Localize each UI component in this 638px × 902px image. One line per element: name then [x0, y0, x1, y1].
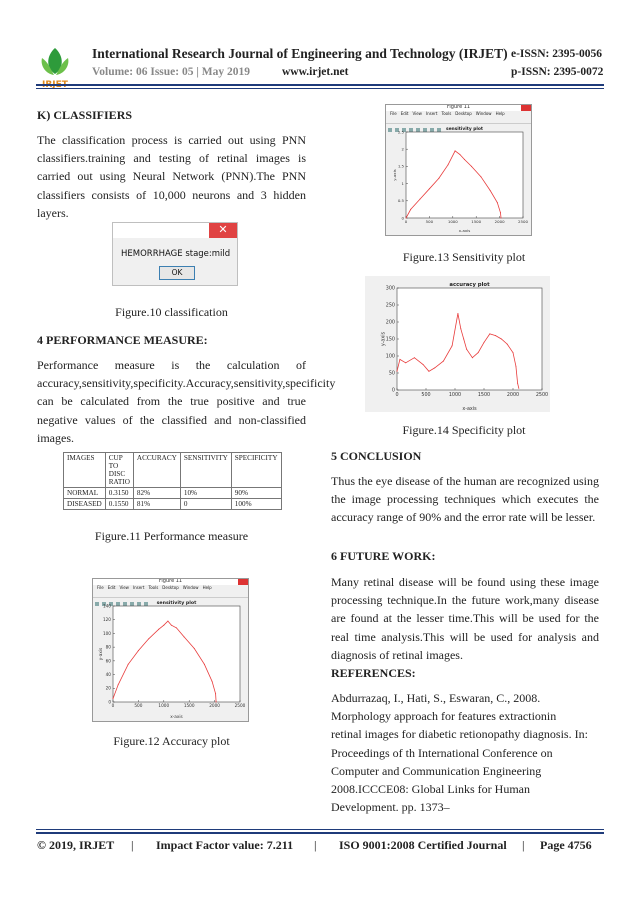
- y-tick-label: 100: [102, 630, 111, 636]
- data-point: [438, 178, 439, 179]
- y-tick-label: 2: [401, 146, 404, 152]
- figure-toolbar: [386, 117, 531, 124]
- y-axis-label: y-axis: [391, 169, 397, 181]
- data-point: [489, 333, 490, 334]
- ok-button[interactable]: OK: [159, 266, 195, 280]
- data-point: [464, 159, 465, 160]
- data-point: [212, 681, 213, 682]
- figure-title: Figure 11: [446, 104, 471, 110]
- data-point: [463, 339, 464, 340]
- x-tick-label: 0: [111, 703, 115, 709]
- data-point: [448, 164, 449, 165]
- data-point: [457, 313, 458, 314]
- x-axis-label: x-axis: [458, 228, 471, 233]
- x-tick-label: 2500: [535, 392, 549, 398]
- specificity-plot-chart: [365, 276, 550, 412]
- footer-page: Page 4756: [540, 838, 592, 852]
- close-icon[interactable]: ✕: [209, 223, 237, 238]
- x-tick-label: 500: [134, 703, 143, 709]
- table-cell: 82%: [133, 488, 180, 499]
- figure-11-caption: Figure.11 Performance measure: [94, 529, 249, 543]
- data-point: [497, 202, 498, 203]
- accuracy-plot-chart: [93, 598, 248, 720]
- menu-file[interactable]: File: [390, 111, 397, 116]
- y-tick-label: 50: [388, 371, 395, 377]
- x-tick-label: 0: [404, 218, 408, 224]
- data-point: [480, 176, 481, 177]
- menu-edit[interactable]: Edit: [400, 111, 409, 116]
- table-row: [64, 499, 282, 510]
- performance-paragraph: Performance measure is the calculation of accuracy,sensitivity,specificity.Accuracy,sensitivity,specificity can be calculated from the true positive and true negative values of the classified and non-classified images.: [37, 358, 336, 445]
- data-point: [478, 352, 479, 353]
- chart-title: accuracy plot: [449, 282, 490, 288]
- y-tick-label: 0: [391, 388, 395, 394]
- x-tick-label: 500: [425, 218, 434, 224]
- volume-issue: Volume: 06 Issue: 05 | May 2019: [92, 66, 250, 78]
- table-header-row: [64, 453, 282, 488]
- x-tick-label: 1500: [183, 703, 195, 709]
- reference-line: Abdurrazaq, I., Hati, S., Eswaran, C., 2008.: [331, 691, 541, 705]
- performance-table: [63, 452, 282, 510]
- data-point: [460, 328, 461, 329]
- table-cell: 90%: [231, 488, 281, 499]
- data-point: [163, 625, 164, 626]
- journal-title: International Research Journal of Engineering and Technology (IRJET): [92, 46, 508, 61]
- x-tick-label: 1500: [477, 392, 491, 398]
- data-point: [184, 636, 185, 637]
- figure-title: Figure 11: [158, 578, 183, 584]
- menu-tools[interactable]: Tools: [441, 111, 452, 116]
- footer-rule-thin: [36, 829, 604, 830]
- x-tick-label: 2000: [209, 703, 220, 709]
- menu-help[interactable]: Help: [495, 111, 505, 116]
- table-cell: 100%: [231, 499, 281, 510]
- footer-sep: |: [522, 838, 525, 852]
- x-tick-label: 500: [421, 392, 431, 398]
- eissn: e-ISSN: 2395-0056: [511, 48, 603, 60]
- table-cell: DISEASED: [64, 499, 106, 510]
- data-point: [118, 684, 119, 685]
- header-rule: [36, 84, 604, 86]
- table-header: CUP TO DISC RATIO: [105, 453, 133, 488]
- data-point: [472, 357, 473, 358]
- data-point: [167, 621, 168, 622]
- data-point: [466, 349, 467, 350]
- x-tick-label: 1000: [448, 392, 462, 398]
- data-point: [414, 357, 415, 358]
- menu-file[interactable]: File: [97, 585, 104, 590]
- future-work-heading: 6 FUTURE WORK:: [331, 549, 436, 563]
- data-point: [452, 345, 453, 346]
- data-point: [517, 383, 518, 384]
- table-cell: NORMAL: [64, 488, 106, 499]
- data-point: [501, 218, 502, 219]
- future-work-paragraph: Many retinal disease will be found using these image processing technique.In the future work,many disease are found at the lesser time.This will be used for the real time analysis.This will be used for analysis and diagnosis of retinal images.: [331, 575, 599, 662]
- data-point: [471, 166, 472, 167]
- menu-window[interactable]: Window: [475, 111, 492, 116]
- menu-insert[interactable]: Insert: [132, 585, 145, 590]
- data-point: [215, 693, 216, 694]
- figure-14-caption: Figure.14 Specificity plot: [402, 423, 526, 437]
- data-point: [484, 342, 485, 343]
- x-tick-label: 2000: [494, 218, 505, 224]
- table-cell: 0.1550: [105, 499, 133, 510]
- x-tick-label: 1500: [471, 218, 482, 224]
- reference-line: 2008.ICCCE08: Global Links for Human: [331, 782, 530, 797]
- data-point: [501, 339, 502, 340]
- footer-sep: |: [131, 838, 134, 852]
- figure-12-caption: Figure.12 Accuracy plot: [113, 734, 230, 748]
- conclusion-heading: 5 CONCLUSION: [331, 449, 422, 463]
- y-axis-label: y-axis: [381, 331, 387, 347]
- y-tick-label: 300: [385, 286, 395, 292]
- data-point: [459, 154, 460, 155]
- figure-window-specificity: [365, 276, 550, 412]
- data-point: [500, 212, 501, 213]
- plot-area: [397, 288, 542, 390]
- table-cell: 0.3150: [105, 488, 133, 499]
- y-tick-label: 80: [105, 644, 111, 650]
- data-point: [158, 629, 159, 630]
- data-point: [490, 190, 491, 191]
- x-tick-label: 0: [395, 392, 399, 398]
- reference-line: Development. pp. 1373–: [331, 800, 450, 815]
- footer-impact: Impact Factor value: 7.211: [156, 838, 294, 852]
- data-point: [406, 218, 407, 219]
- y-tick-label: 140: [102, 603, 111, 609]
- data-point: [148, 638, 149, 639]
- data-point: [138, 650, 139, 651]
- reference-list: [331, 689, 606, 816]
- menu-view[interactable]: View: [412, 111, 422, 116]
- data-point: [423, 364, 424, 365]
- table-header: ACCURACY: [133, 453, 180, 488]
- reference-line: retinal images for diabetic retionopathy diagnosis. In:: [331, 727, 588, 742]
- classifiers-paragraph: The classification process is carried out using PNN classifiers.training and testing of retinal images is carried out using Neural Network (PNN).The PNN classifiers consists of 10,000 neurons and 3 hidden layers.: [37, 133, 306, 220]
- sensitivity-plot-chart: [386, 124, 531, 234]
- x-tick-label: 2500: [234, 703, 246, 709]
- menu-edit[interactable]: Edit: [107, 585, 116, 590]
- data-point: [420, 199, 421, 200]
- y-tick-label: 120: [102, 617, 111, 623]
- plot-area: [406, 132, 523, 218]
- leaf-icon: [42, 48, 69, 75]
- y-tick-label: 2.5: [397, 129, 404, 135]
- x-axis-label: x-axis: [170, 714, 183, 719]
- figure-13-caption: Figure.13 Sensitivity plot: [402, 250, 526, 264]
- table-header: IMAGES: [64, 453, 106, 488]
- y-tick-label: 1.5: [397, 163, 404, 169]
- data-point: [515, 366, 516, 367]
- table-cell: 0: [180, 499, 231, 510]
- y-tick-label: 40: [105, 671, 111, 677]
- figure-window-accuracy: [92, 578, 249, 722]
- data-point: [507, 344, 508, 345]
- header-rule-thin: [36, 88, 604, 89]
- y-tick-label: 0: [401, 215, 404, 221]
- y-tick-label: 250: [385, 303, 395, 309]
- chart-title: sensitivity plot: [156, 601, 197, 606]
- data-point: [176, 627, 177, 628]
- table-cell: 81%: [133, 499, 180, 510]
- data-point: [128, 664, 129, 665]
- x-tick-label: 1000: [447, 218, 458, 224]
- data-point: [194, 648, 195, 649]
- website-link[interactable]: www.irjet.net: [282, 66, 349, 78]
- reference-line: Proceedings of th International Conference on: [331, 745, 553, 760]
- reference-line: Morphology approach for features extractionin: [331, 709, 557, 724]
- data-point: [216, 702, 217, 703]
- data-point: [443, 361, 444, 362]
- menu-desktop[interactable]: Desktop: [455, 111, 472, 116]
- y-tick-label: 1: [401, 180, 404, 186]
- data-point: [428, 371, 429, 372]
- conclusion-paragraph: Thus the eye disease of the human are recognized using the image processing techniques which executes the accuracy range of 90% and the error rate will be lesser.: [331, 474, 599, 525]
- data-point: [455, 150, 456, 151]
- table-row: [64, 488, 282, 499]
- table-cell: 10%: [180, 488, 231, 499]
- y-tick-label: 200: [385, 320, 395, 326]
- data-point: [405, 362, 406, 363]
- data-point: [171, 625, 172, 626]
- y-tick-label: 20: [105, 685, 111, 691]
- table-header: SPECIFICITY: [231, 453, 281, 488]
- data-point: [518, 388, 519, 389]
- x-axis-label: x-axis: [462, 407, 477, 412]
- y-tick-label: 0.5: [397, 198, 404, 204]
- y-axis-label: y-axis: [97, 647, 103, 661]
- y-tick-label: 100: [385, 354, 395, 360]
- table-header: SENSITIVITY: [180, 453, 231, 488]
- menu-tools[interactable]: Tools: [148, 585, 159, 590]
- footer-rule: [36, 832, 604, 834]
- figure-10-caption: Figure.10 classification: [115, 305, 228, 319]
- classification-dialog: [112, 222, 238, 286]
- references-heading: REFERENCES:: [331, 666, 416, 680]
- dialog-message: HEMORRHAGE stage:mild: [121, 249, 231, 259]
- menu-insert[interactable]: Insert: [425, 111, 438, 116]
- y-tick-label: 150: [385, 337, 395, 343]
- x-tick-label: 2000: [506, 392, 520, 398]
- menu-help[interactable]: Help: [202, 585, 212, 590]
- plot-area: [113, 606, 240, 702]
- data-point: [204, 664, 205, 665]
- reference-line: Computer and Communication Engineering: [331, 763, 542, 778]
- menu-window[interactable]: Window: [182, 585, 199, 590]
- data-point: [113, 698, 114, 699]
- data-point: [399, 359, 400, 360]
- footer-iso: ISO 9001:2008 Certified Journal: [339, 838, 507, 852]
- data-point: [434, 367, 435, 368]
- menu-view[interactable]: View: [119, 585, 129, 590]
- y-tick-label: 60: [105, 658, 111, 664]
- menu-desktop[interactable]: Desktop: [162, 585, 179, 590]
- data-point: [397, 371, 398, 372]
- data-point: [513, 352, 514, 353]
- data-point: [429, 188, 430, 189]
- classifiers-heading: K) CLASSIFIERS: [37, 108, 133, 122]
- x-tick-label: 1000: [158, 703, 170, 709]
- chart-title: sensitivity plot: [445, 127, 484, 132]
- footer-copyright: © 2019, IRJET: [37, 838, 115, 852]
- y-tick-label: 0: [108, 699, 111, 705]
- footer-sep: |: [314, 838, 317, 852]
- performance-heading: 4 PERFORMANCE MEASURE:: [37, 333, 208, 347]
- data-point: [410, 209, 411, 210]
- data-point: [495, 335, 496, 336]
- x-tick-label: 2500: [518, 218, 528, 224]
- figure-window-sensitivity: [385, 104, 532, 236]
- pissn: p-ISSN: 2395-0072: [511, 66, 604, 78]
- figure-toolbar: [93, 591, 248, 598]
